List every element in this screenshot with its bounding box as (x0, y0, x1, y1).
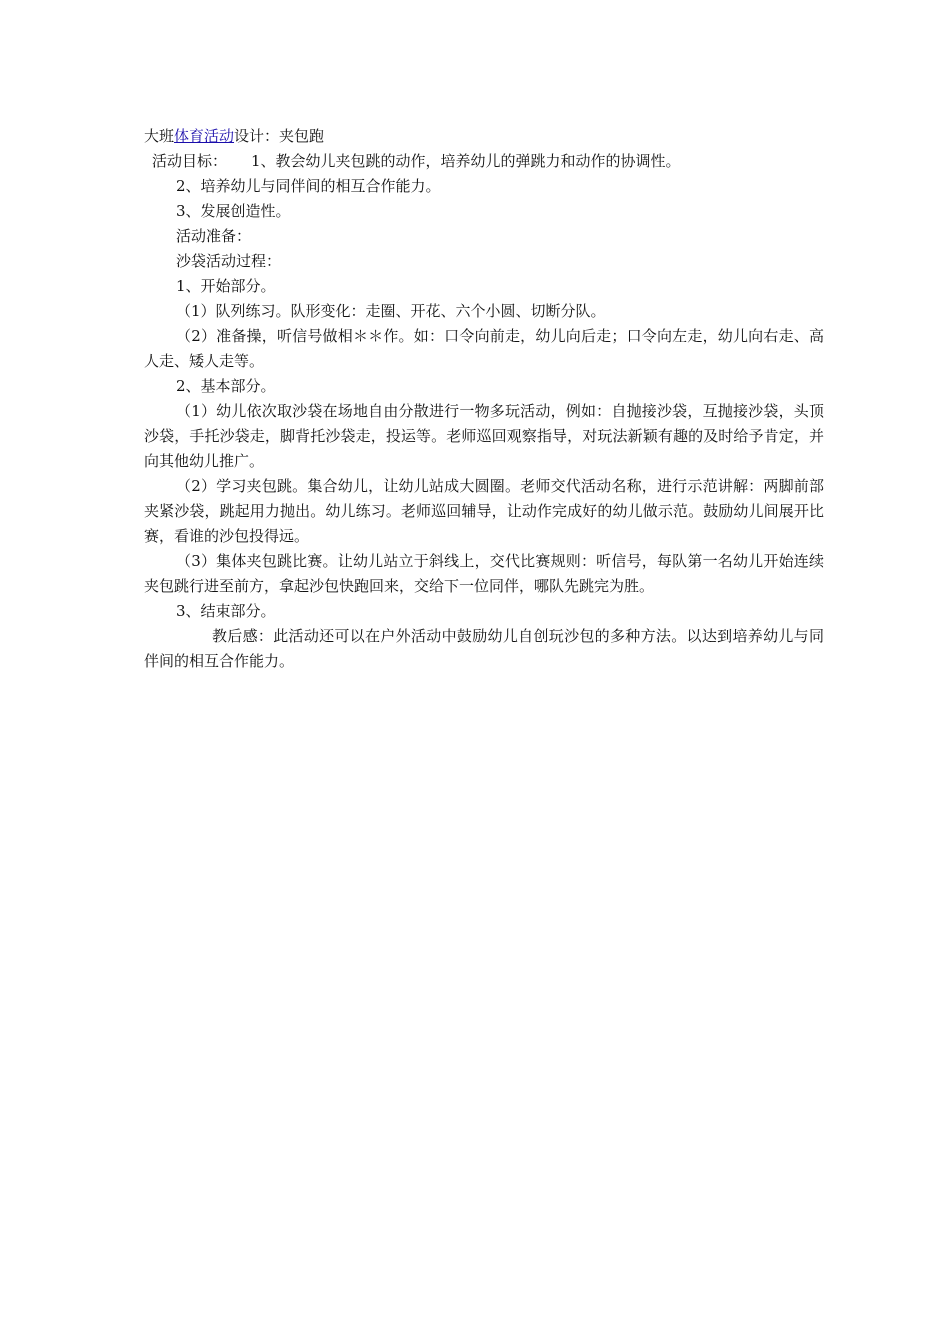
part-1-heading: 1、开始部分。 (176, 277, 276, 295)
activity-goals-line (144, 149, 824, 174)
goal-1: 1、教会幼儿夹包跳的动作，培养幼儿的弹跳力和动作的协调性。 (251, 152, 681, 170)
part-2-heading: 2、基本部分。 (176, 377, 276, 395)
goal-label: 活动目标： (152, 152, 228, 170)
goal-2: 2、培养幼儿与同伴间的相互合作能力。 (176, 177, 441, 195)
part-3-heading: 3、结束部分。 (176, 602, 276, 620)
part-1-item-1: （1）队列练习。队形变化：走圈、开花、六个小圆、切断分队。 (176, 302, 606, 320)
page-title (144, 124, 824, 149)
part-1-item-2: （2）准备操，听信号做相＊＊作。如：口令向前走，幼儿向后走；口令向左走，幼儿向右走、高人走、矮人走等。 (144, 327, 824, 370)
title-prefix: 大班 (144, 127, 175, 145)
title-suffix: 设计：夹包跑 (234, 127, 325, 145)
part-2-item-3: （3）集体夹包跳比赛。让幼儿站立于斜线上，交代比赛规则：听信号，每队第一名幼儿开始连续夹包跳行进至前方，拿起沙包快跑回来，交给下一位同伴，哪队先跳完为胜。 (144, 552, 824, 595)
activity-preparation: 活动准备： (176, 227, 252, 245)
activity-process: 沙袋活动过程： (176, 252, 282, 270)
part-2-item-1: （1）幼儿依次取沙袋在场地自由分散进行一物多玩活动，例如：自抛接沙袋，互抛接沙袋，头顶沙袋，手托沙袋走，脚背托沙袋走，投运等。老师巡回观察指导，对玩法新颖有趣的及时给予肯定，并向其他幼儿推广。 (144, 402, 824, 470)
part-2-item-2: （2）学习夹包跳。集合幼儿，让幼儿站成大圆圈。老师交代活动名称，进行示范讲解：两脚前部夹紧沙袋，跳起用力抛出。幼儿练习。老师巡回辅导，让动作完成好的幼儿做示范。鼓励幼儿间展开比赛，看谁的沙包投得远。 (144, 477, 824, 545)
teaching-reflection: 教后感：此活动还可以在户外活动中鼓励幼儿自创玩沙包的多种方法。以达到培养幼儿与同伴间的相互合作能力。 (144, 627, 824, 670)
document-body (144, 124, 824, 674)
sports-activity-link[interactable]: 体育活动 (174, 127, 235, 145)
goal-3: 3、发展创造性。 (176, 202, 291, 220)
